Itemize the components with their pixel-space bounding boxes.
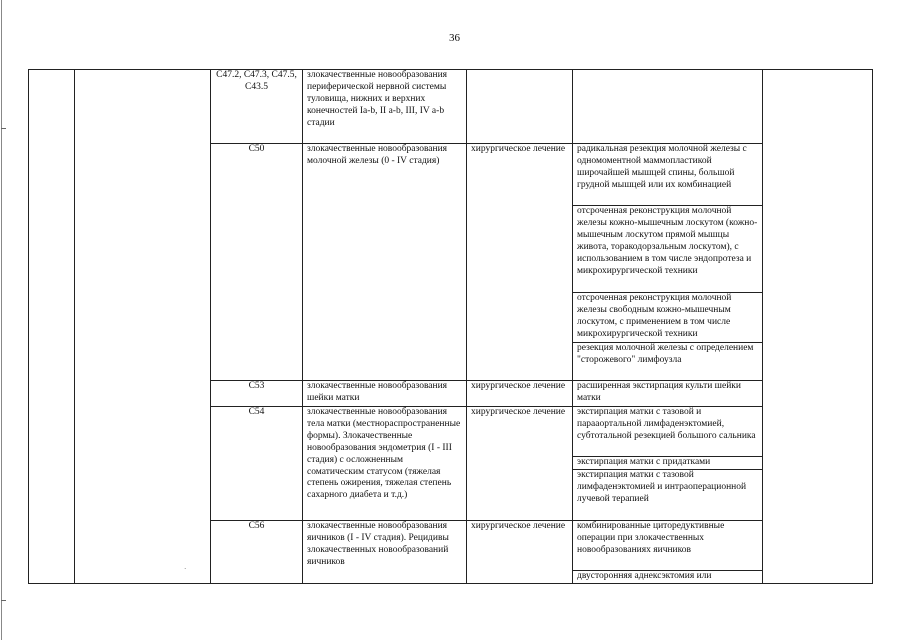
method-cell: двусторонняя аднексэктомия или [573,571,763,584]
treatment-cell: хирургическое лечение [467,407,573,521]
diagnosis-cell: злокачественные новообразования тела матки (местнораспространенные формы). Злокачественные новообразования эндометрия (I - III стадия) с осложненным соматическим статусом (тяжелая степень ожирения, тяжелая степень сахарного диабета и т.д.) [303,407,467,521]
diagnosis-cell: злокачественные новообразования шейки матки [303,381,467,407]
icd-code-cell: C50 [211,144,303,381]
empty-cell [763,70,873,584]
diagnosis-cell: злокачественные новообразования молочной железы (0 - IV стадия) [303,144,467,381]
treatment-cell: хирургическое лечение [467,144,573,381]
empty-cell [75,70,211,584]
icd-code-cell: C53 [211,381,303,407]
treatment-table [28,69,873,584]
method-cell: экстирпация матки с тазовой и парааортальной лимфаденэктомией, субтотальной резекцией большого сальника [573,407,763,457]
table-row [29,70,873,144]
method-cell: отсроченная реконструкция молочной железы кожно-мышечным лоскутом (кожно-мышечным лоскутом прямой мышцы живота, торакодорзальным лоскутом), с использованием в том числе эндопротеза и микрохирургической техники [573,206,763,293]
icd-code-cell: C47.2, C47.3, C47.5, C43.5 [211,70,303,144]
empty-cell [29,70,75,584]
icd-code-cell: C56 [211,521,303,584]
scan-edge-tick [1,128,6,129]
scan-left-edge [1,0,2,640]
treatment-cell [467,70,573,144]
method-cell: комбинированные циторедуктивные операции при злокачественных новообразованиях яичников [573,521,763,571]
method-cell: отсроченная реконструкция молочной железы свободным кожно-мышечным лоскутом, с применением в том числе микрохирургической техники [573,293,763,343]
method-cell: экстирпация матки с тазовой лимфаденэктомией и интраоперационной лучевой терапией [573,470,763,521]
icd-code-cell: C54 [211,407,303,521]
diagnosis-cell: злокачественные новообразования периферической нервной системы туловища, нижних и верхних конечностей Ia-b, II a-b, III, IV a-b стадии [303,70,467,144]
treatment-cell: хирургическое лечение [467,521,573,584]
method-cell: резекция молочной железы с определением "сторожевого" лимфоузла [573,343,763,381]
page-number: 36 [449,32,460,44]
scan-speck: · [184,565,187,573]
method-cell: радикальная резекция молочной железы с одномоментной маммопластикой широчайшей мышцей спины, большой грудной мышцей или их комбинацией [573,144,763,206]
method-cell: расширенная экстирпация культи шейки матки [573,381,763,407]
diagnosis-cell: злокачественные новообразования яичников (I - IV стадия). Рецидивы злокачественных новообразований яичников [303,521,467,584]
method-cell [573,70,763,144]
scan-edge-tick [1,600,6,601]
treatment-cell: хирургическое лечение [467,381,573,407]
method-cell: экстирпация матки с придатками [573,457,763,470]
